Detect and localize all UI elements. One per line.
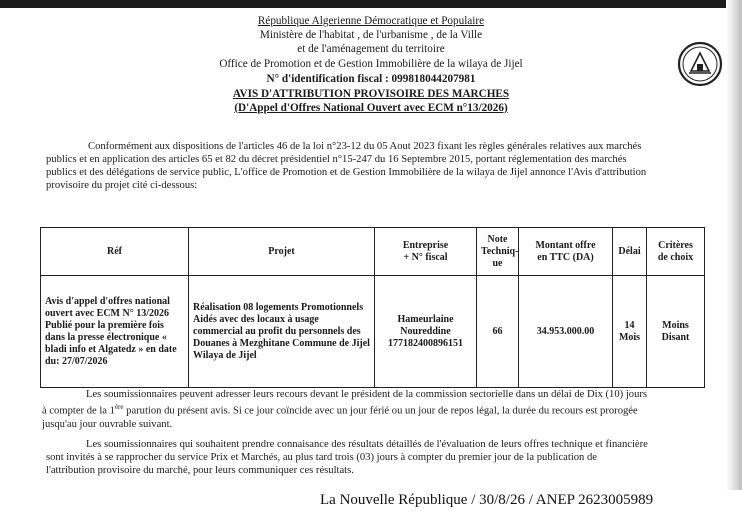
cell-ref: Avis d'appel d'offres national ouvert avec ECM N° 13/2026 Publié pour la première fois dans la presse électronique « bladi info et Algatedz » en date du: 27/07/2026 (41, 276, 189, 388)
header-criteres-line1: Critères (658, 239, 693, 251)
header-note-line1: Note (487, 233, 508, 245)
header-note-line2: Techniq- (481, 245, 519, 257)
notice-subtitle: (D'Appel d'Offres National Ouvert avec ECM n°13/2026) (234, 102, 508, 114)
table-row (41, 276, 705, 388)
header-delai: Délai (613, 228, 647, 276)
header-criteres-line2: de choix (657, 251, 694, 263)
office-name: Office de Promotion et de Gestion Immobilière de la wilaya de Jijel (219, 58, 523, 70)
header-entreprise-line2: + N° fiscal (403, 251, 448, 263)
header-ref: Réf (41, 228, 189, 276)
cell-note: 66 (477, 276, 519, 388)
ministry-line-2: et de l'aménagement du territoire (297, 43, 445, 55)
fiscal-id: N° d'identification fiscal : 099818044207981 (266, 73, 476, 85)
entreprise-fiscal: 177182400896151 (388, 337, 463, 349)
intro-line-3: publics et des délégations de service public, L'office de Promotion et de Gestion Immobilière de la wilaya de Jijel annonce l'Avis d'attribution (46, 167, 647, 178)
ministry-line-1: Ministère de l'habitat , de l'urbanisme , de la Ville (259, 29, 483, 41)
cell-criteres (647, 276, 705, 388)
resultats-paragraph (46, 438, 718, 477)
resultats-line-1: Les soumissionnaires qui souhaitent prendre connaisance des résultats détaillés de l'évaluation de leurs offres technique et financière (86, 439, 648, 450)
intro-line-1: Conformément aux dispositions de l'articles 46 de la loi n°23-12 du 05 Aout 2023 fixant les règles générales relatives aux marchés (88, 141, 642, 152)
header-montant-line2: en TTC (DA) (537, 251, 594, 263)
delai-value: 14 (624, 319, 635, 331)
cell-entreprise (375, 276, 477, 388)
cell-delai (613, 276, 647, 388)
attribution-table (40, 227, 705, 388)
republic-heading: République Algerienne Démocratique et Populaire (257, 15, 485, 27)
publication-footer: La Nouvelle République / 30/8/26 / ANEP 2623005989 (320, 492, 654, 508)
criteres-line1: Moins (662, 319, 689, 331)
opgi-seal-icon (676, 40, 724, 88)
header-montant (519, 228, 613, 276)
intro-line-4: provisoire du projet cité ci-dessous: (46, 180, 198, 191)
table-header-row (41, 228, 705, 276)
notice-title: AVIS D'ATTRIBUTION PROVISOIRE DES MARCHES (232, 88, 510, 100)
resultats-line-3: l'attribution provisoire du marché, pour leurs communiquer ces résultats. (46, 465, 354, 476)
top-border (0, 0, 742, 8)
recours-line-2b: parution du présent avis. Si ce jour coïncide avec un jour férié ou un jour de repos légal, la durée du recours est prorogée (123, 405, 638, 417)
header-entreprise (375, 228, 477, 276)
recours-line-3: jusqu'au jour ouvrable suivant. (42, 418, 173, 430)
criteres-line2: Disant (661, 331, 690, 343)
intro-line-2: publics et en application des articles 65 et 82 du décret présidentiel n°15-247 du 16 Septembre 2015, portant réglementation des marchés (46, 154, 627, 165)
delai-unit: Mois (618, 331, 641, 343)
recours-line-2 (42, 401, 718, 418)
resultats-line-2: sont invités à se rapprocher du service Prix et Marchés, au plus tard trois (03) jours à compter du premier jour de la publication de (46, 452, 598, 463)
header-criteres (647, 228, 705, 276)
header-note-line3: ue (492, 257, 503, 269)
entreprise-name-1: Hameurlaine (397, 313, 454, 325)
recours-paragraph (42, 388, 718, 431)
recours-line-2a: à compter de la 1 (42, 405, 115, 417)
cell-montant: 34.953.000.00 (519, 276, 613, 388)
cell-projet: Réalisation 08 logements Promotionnels Aidés avec des locaux à usage commercial au profit du personnels des Douanes à Mezghitane Commune de Jijel Wilaya de Jijel (189, 276, 375, 388)
recours-line-1: Les soumissionnaires peuvent adresser leurs recours devant le président de la commission sectorielle dans un délai de Dix (10) jours (86, 389, 648, 400)
header-projet: Projet (189, 228, 375, 276)
entreprise-name-2: Noureddine (400, 325, 451, 337)
header-note (477, 228, 519, 276)
header-montant-line1: Montant offre (535, 239, 596, 251)
intro-paragraph (46, 140, 718, 192)
header-entreprise-line1: Entreprise (402, 239, 449, 251)
recours-superscript: ère (114, 403, 124, 411)
